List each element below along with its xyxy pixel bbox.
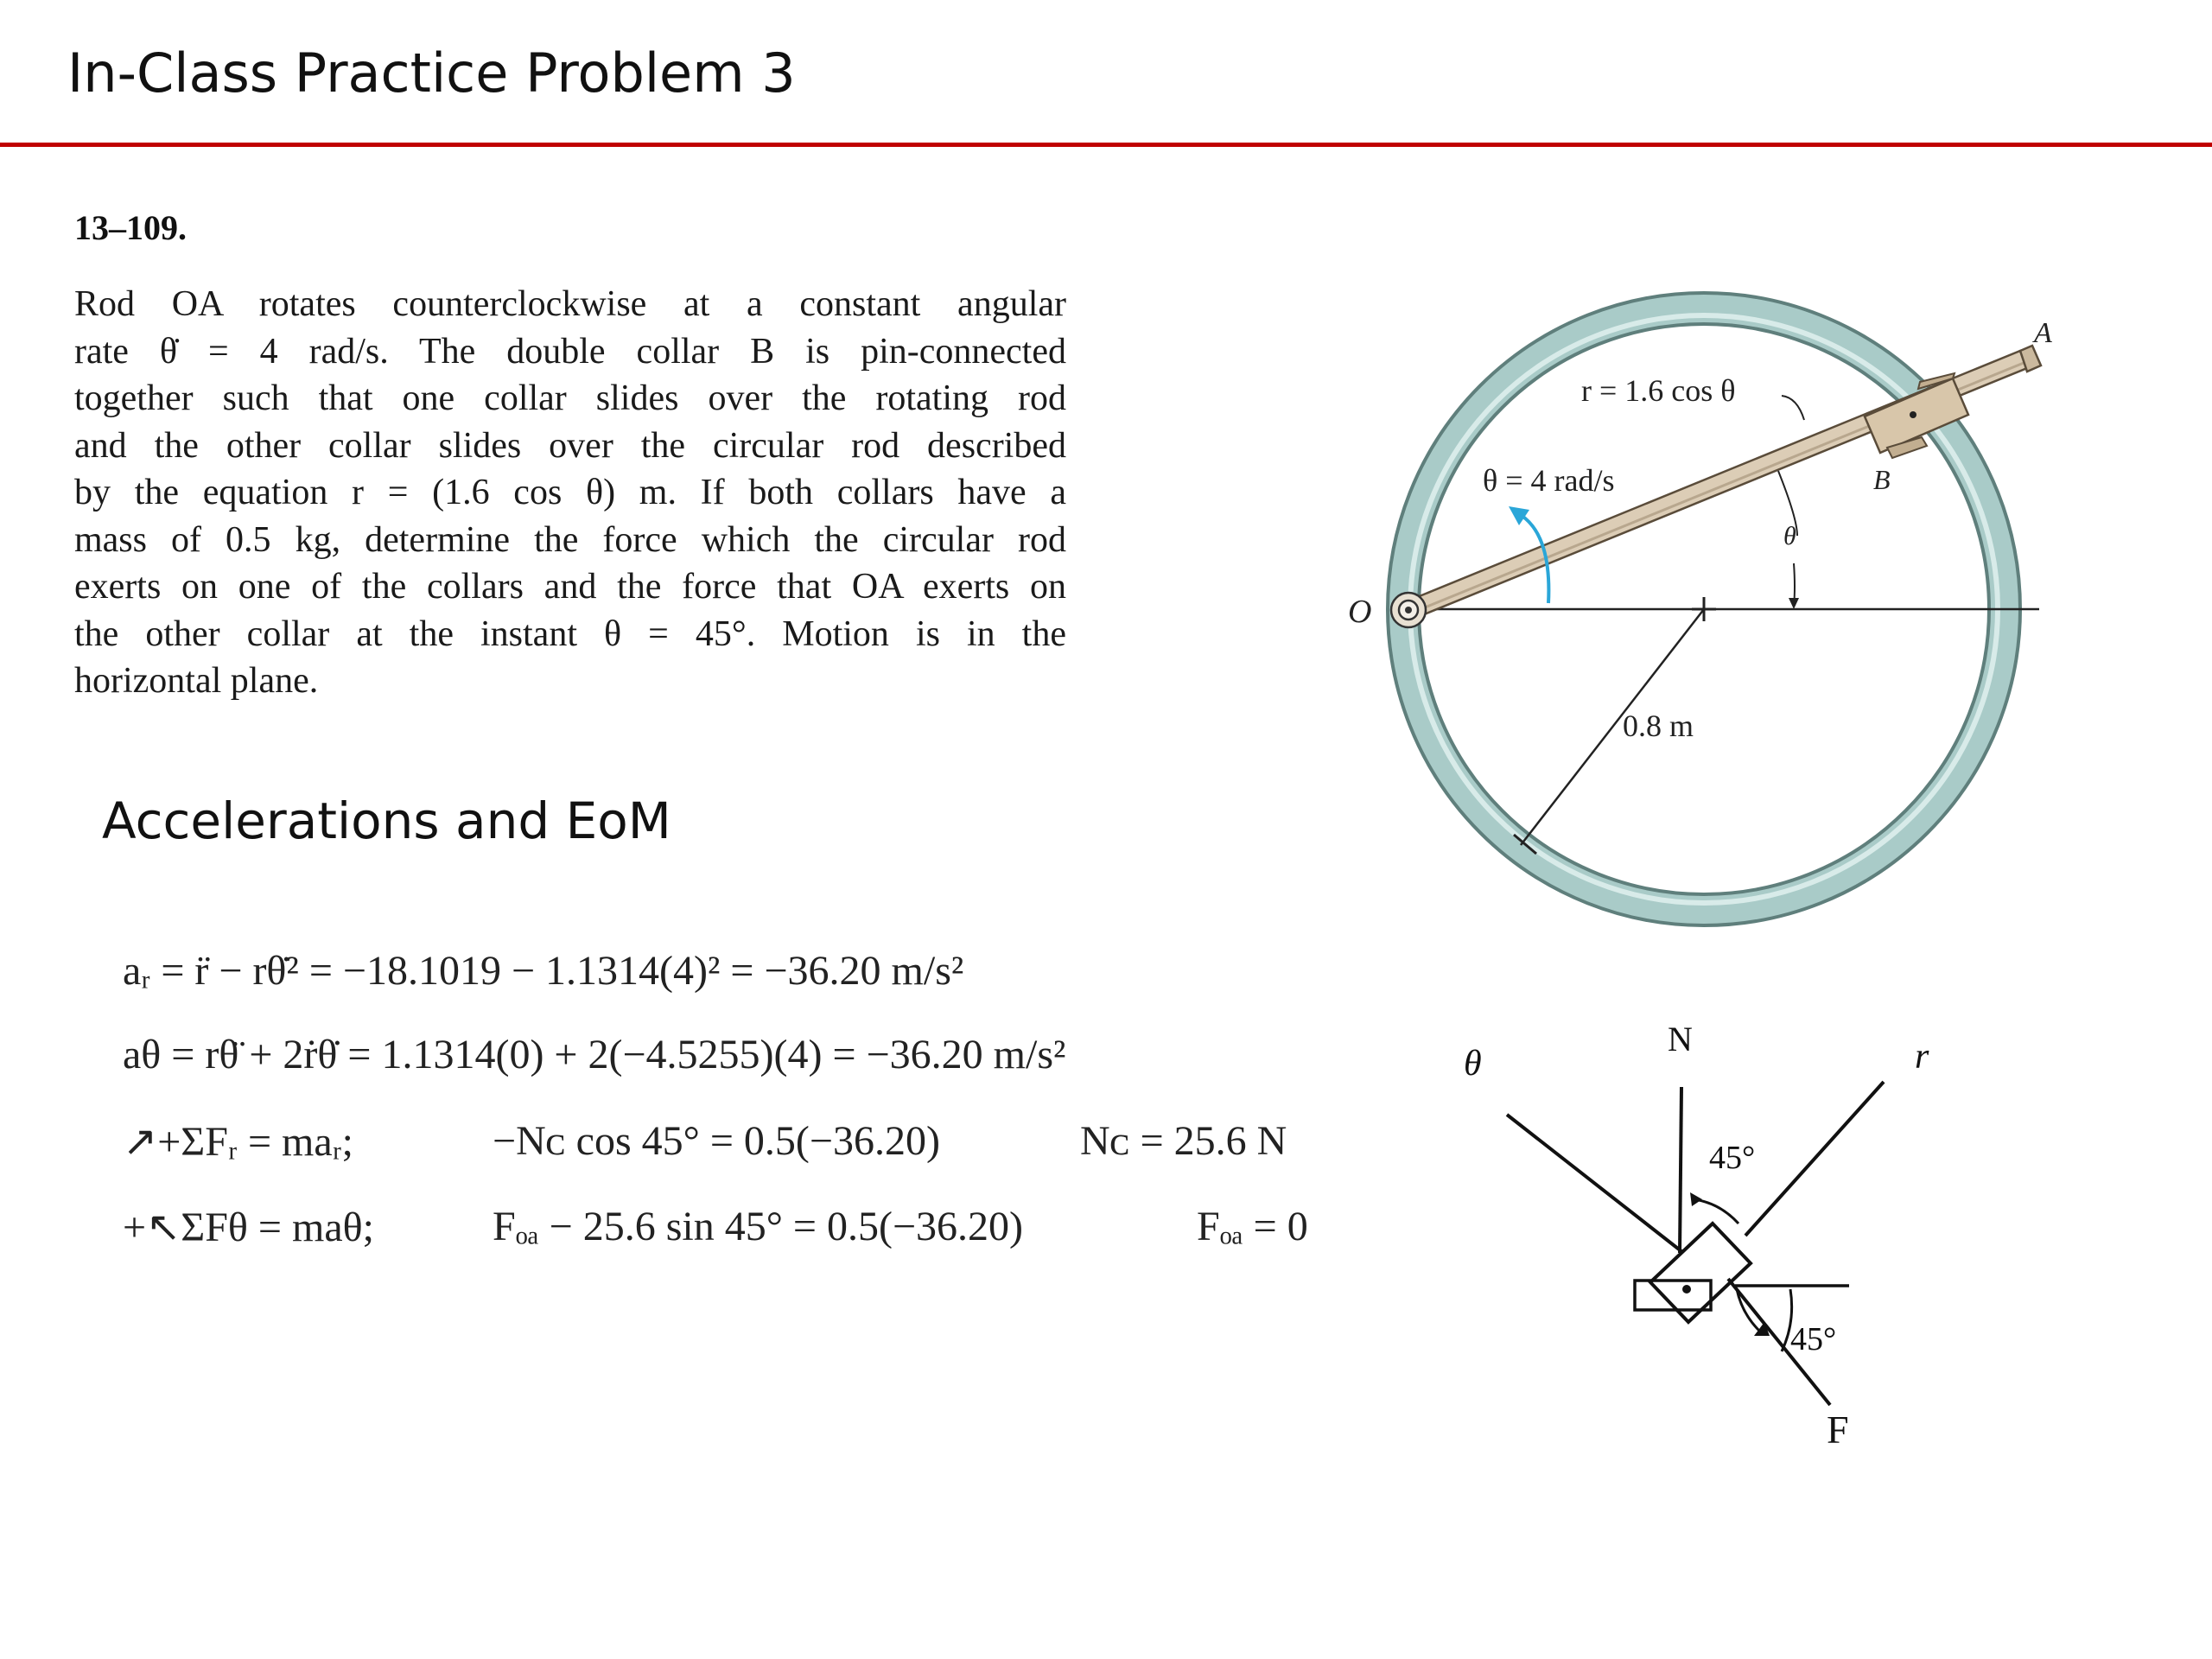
equation-radial-force-result: Nᴄ = 25.6 N: [1080, 1118, 1287, 1164]
r-axis: [1745, 1082, 1884, 1236]
equation-transverse-force-lhs: +↖ΣFθ = maθ;: [123, 1205, 374, 1250]
label-r-equation: r = 1.6 cos θ: [1581, 373, 1736, 408]
problem-line: by the equation r = (1.6 cos θ) m. If both collars have a: [74, 473, 1066, 512]
slide-title: In-Class Practice Problem 3: [67, 41, 796, 105]
label-b: B: [1873, 464, 1891, 495]
r-label-leader: [1782, 396, 1804, 420]
equation-radial-acceleration: aᵣ = r̈ − rθ̇² = −18.1019 − 1.1314(4)² = −36.20 m/s²: [123, 948, 964, 994]
fbd-label-n: N: [1668, 1020, 1693, 1058]
equation-transverse-force-result: Fₒₐ = 0: [1197, 1204, 1308, 1249]
problem-line: together such that one collar slides over the rotating rod: [74, 378, 1066, 418]
problem-line: horizontal plane.: [74, 661, 319, 701]
fbd-label-theta: θ: [1464, 1044, 1482, 1084]
equation-transverse-acceleration: aθ = rθ̈ + 2ṙθ̇ = 1.1314(0) + 2(−4.5255)(4) = −36.20 m/s²: [123, 1032, 1066, 1077]
label-a: A: [2034, 317, 2052, 349]
equation-transverse-force-mid: Fₒₐ − 25.6 sin 45° = 0.5(−36.20): [493, 1204, 1024, 1249]
fbd-label-r: r: [1915, 1037, 1929, 1077]
equation-radial-force-lhs: ↗+ΣFᵣ = maᵣ;: [123, 1119, 353, 1165]
problem-line: rate θ̇ = 4 rad/s. The double collar B is pin-connected: [74, 331, 1066, 372]
problem-number: 13–109.: [74, 208, 187, 247]
problem-line: exerts on one of the collars and the force that OA exerts on: [74, 567, 1066, 607]
problem-line: Rod OA rotates counterclockwise at a constant angular: [74, 284, 1066, 324]
label-angular-rate: θ = 4 rad/s: [1483, 463, 1615, 498]
title-divider: [0, 143, 2212, 147]
mechanism-diagram: [1313, 276, 2056, 933]
free-body-diagram: [1434, 1020, 2005, 1469]
theta-axis: [1507, 1115, 1690, 1258]
pivot-o: [1391, 593, 1426, 627]
normal-force-vector: [1680, 1087, 1681, 1253]
problem-line: and the other collar slides over the circular rod described: [74, 425, 1066, 466]
fbd-label-angle-bottom: 45°: [1790, 1321, 1837, 1357]
label-radius: 0.8 m: [1623, 709, 1694, 743]
fbd-label-angle-top: 45°: [1709, 1140, 1756, 1176]
section-heading: Accelerations and EoM: [102, 791, 671, 850]
problem-line: the other collar at the instant θ = 45°. Motion is in the: [74, 613, 1066, 654]
collar-block: [1635, 1224, 1751, 1322]
problem-line: mass of 0.5 kg, determine the force which the circular rod: [74, 519, 1066, 560]
problem-statement: [74, 281, 1066, 705]
equation-radial-force-mid: −Nᴄ cos 45° = 0.5(−36.20): [493, 1118, 940, 1164]
angle-arc-top: [1694, 1199, 1738, 1224]
fbd-label-f: F: [1827, 1408, 1849, 1452]
label-theta: θ: [1783, 522, 1796, 550]
label-o: O: [1348, 594, 1372, 630]
